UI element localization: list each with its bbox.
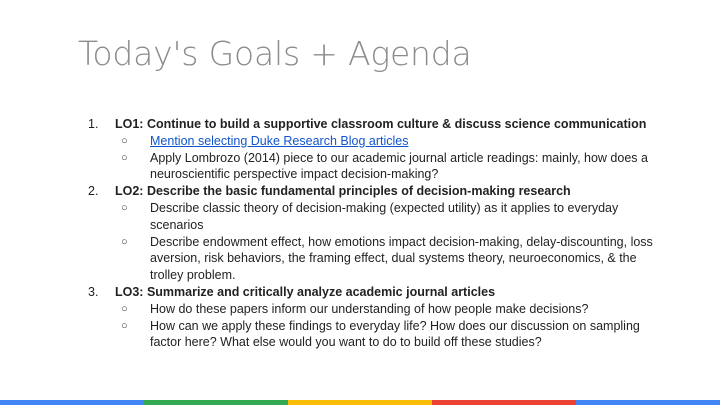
hollow-circle-bullet-icon: ○	[121, 134, 128, 147]
learning-objective	[88, 284, 668, 301]
sub-bullet-text: Describe endowment effect, how emotions impact decision-making, delay-discounting, loss aversion, risk behaviors, the framing effect, dual systems theory, neuroeconomics, & the trolley problem.	[150, 234, 653, 283]
sub-bullet-text: How can we apply these findings to everyday life? How does our discussion on sampling factor here? What else would you want to do to build off these studies?	[150, 318, 640, 350]
learning-objective	[88, 183, 668, 200]
hollow-circle-bullet-icon: ○	[121, 151, 128, 164]
objective-text: LO2: Describe the basic fundamental principles of decision-making research	[115, 184, 571, 199]
objective-text: LO3: Summarize and critically analyze academic journal articles	[115, 284, 496, 299]
sub-bullet	[88, 318, 668, 352]
hollow-circle-bullet-icon: ○	[121, 201, 128, 214]
hollow-circle-bullet-icon: ○	[121, 235, 128, 248]
objective-body	[115, 116, 668, 133]
sub-bullet	[88, 301, 668, 318]
objective-number: 1.	[88, 117, 99, 131]
sub-bullet-text: Describe classic theory of decision-making (expected utility) as it applies to everyday scenarios	[150, 200, 619, 232]
objective-body	[115, 183, 668, 200]
objective-number: 3.	[88, 284, 99, 299]
sub-bullet	[88, 234, 668, 284]
hollow-circle-bullet-icon: ○	[121, 319, 128, 332]
footer-color-segment	[0, 400, 144, 405]
blog-articles-link[interactable]: Mention selecting Duke Research Blog articles	[150, 133, 409, 148]
sub-bullet	[88, 150, 668, 184]
agenda-list	[88, 116, 668, 351]
footer-color-segment	[576, 400, 720, 405]
sub-bullet-text: Apply Lombrozo (2014) piece to our academic journal article readings: mainly, how does a neuroscientific perspective impact decision-making?	[150, 150, 648, 182]
page-title: Today's Goals + Agenda	[78, 34, 472, 73]
objective-text: LO1: Continue to build a supportive classroom culture & discuss science communication	[115, 117, 647, 131]
objective-number: 2.	[88, 184, 99, 199]
sub-bullet-text: How do these papers inform our understanding of how people make decisions?	[150, 301, 589, 316]
sub-bullet	[88, 200, 668, 234]
objective-body	[115, 284, 668, 301]
footer-color-segment	[288, 400, 432, 405]
footer-color-segment	[432, 400, 576, 405]
hollow-circle-bullet-icon: ○	[121, 302, 128, 315]
sub-bullet	[88, 133, 668, 150]
footer-color-bar	[0, 400, 720, 405]
learning-objective	[88, 116, 668, 133]
footer-color-segment	[144, 400, 288, 405]
